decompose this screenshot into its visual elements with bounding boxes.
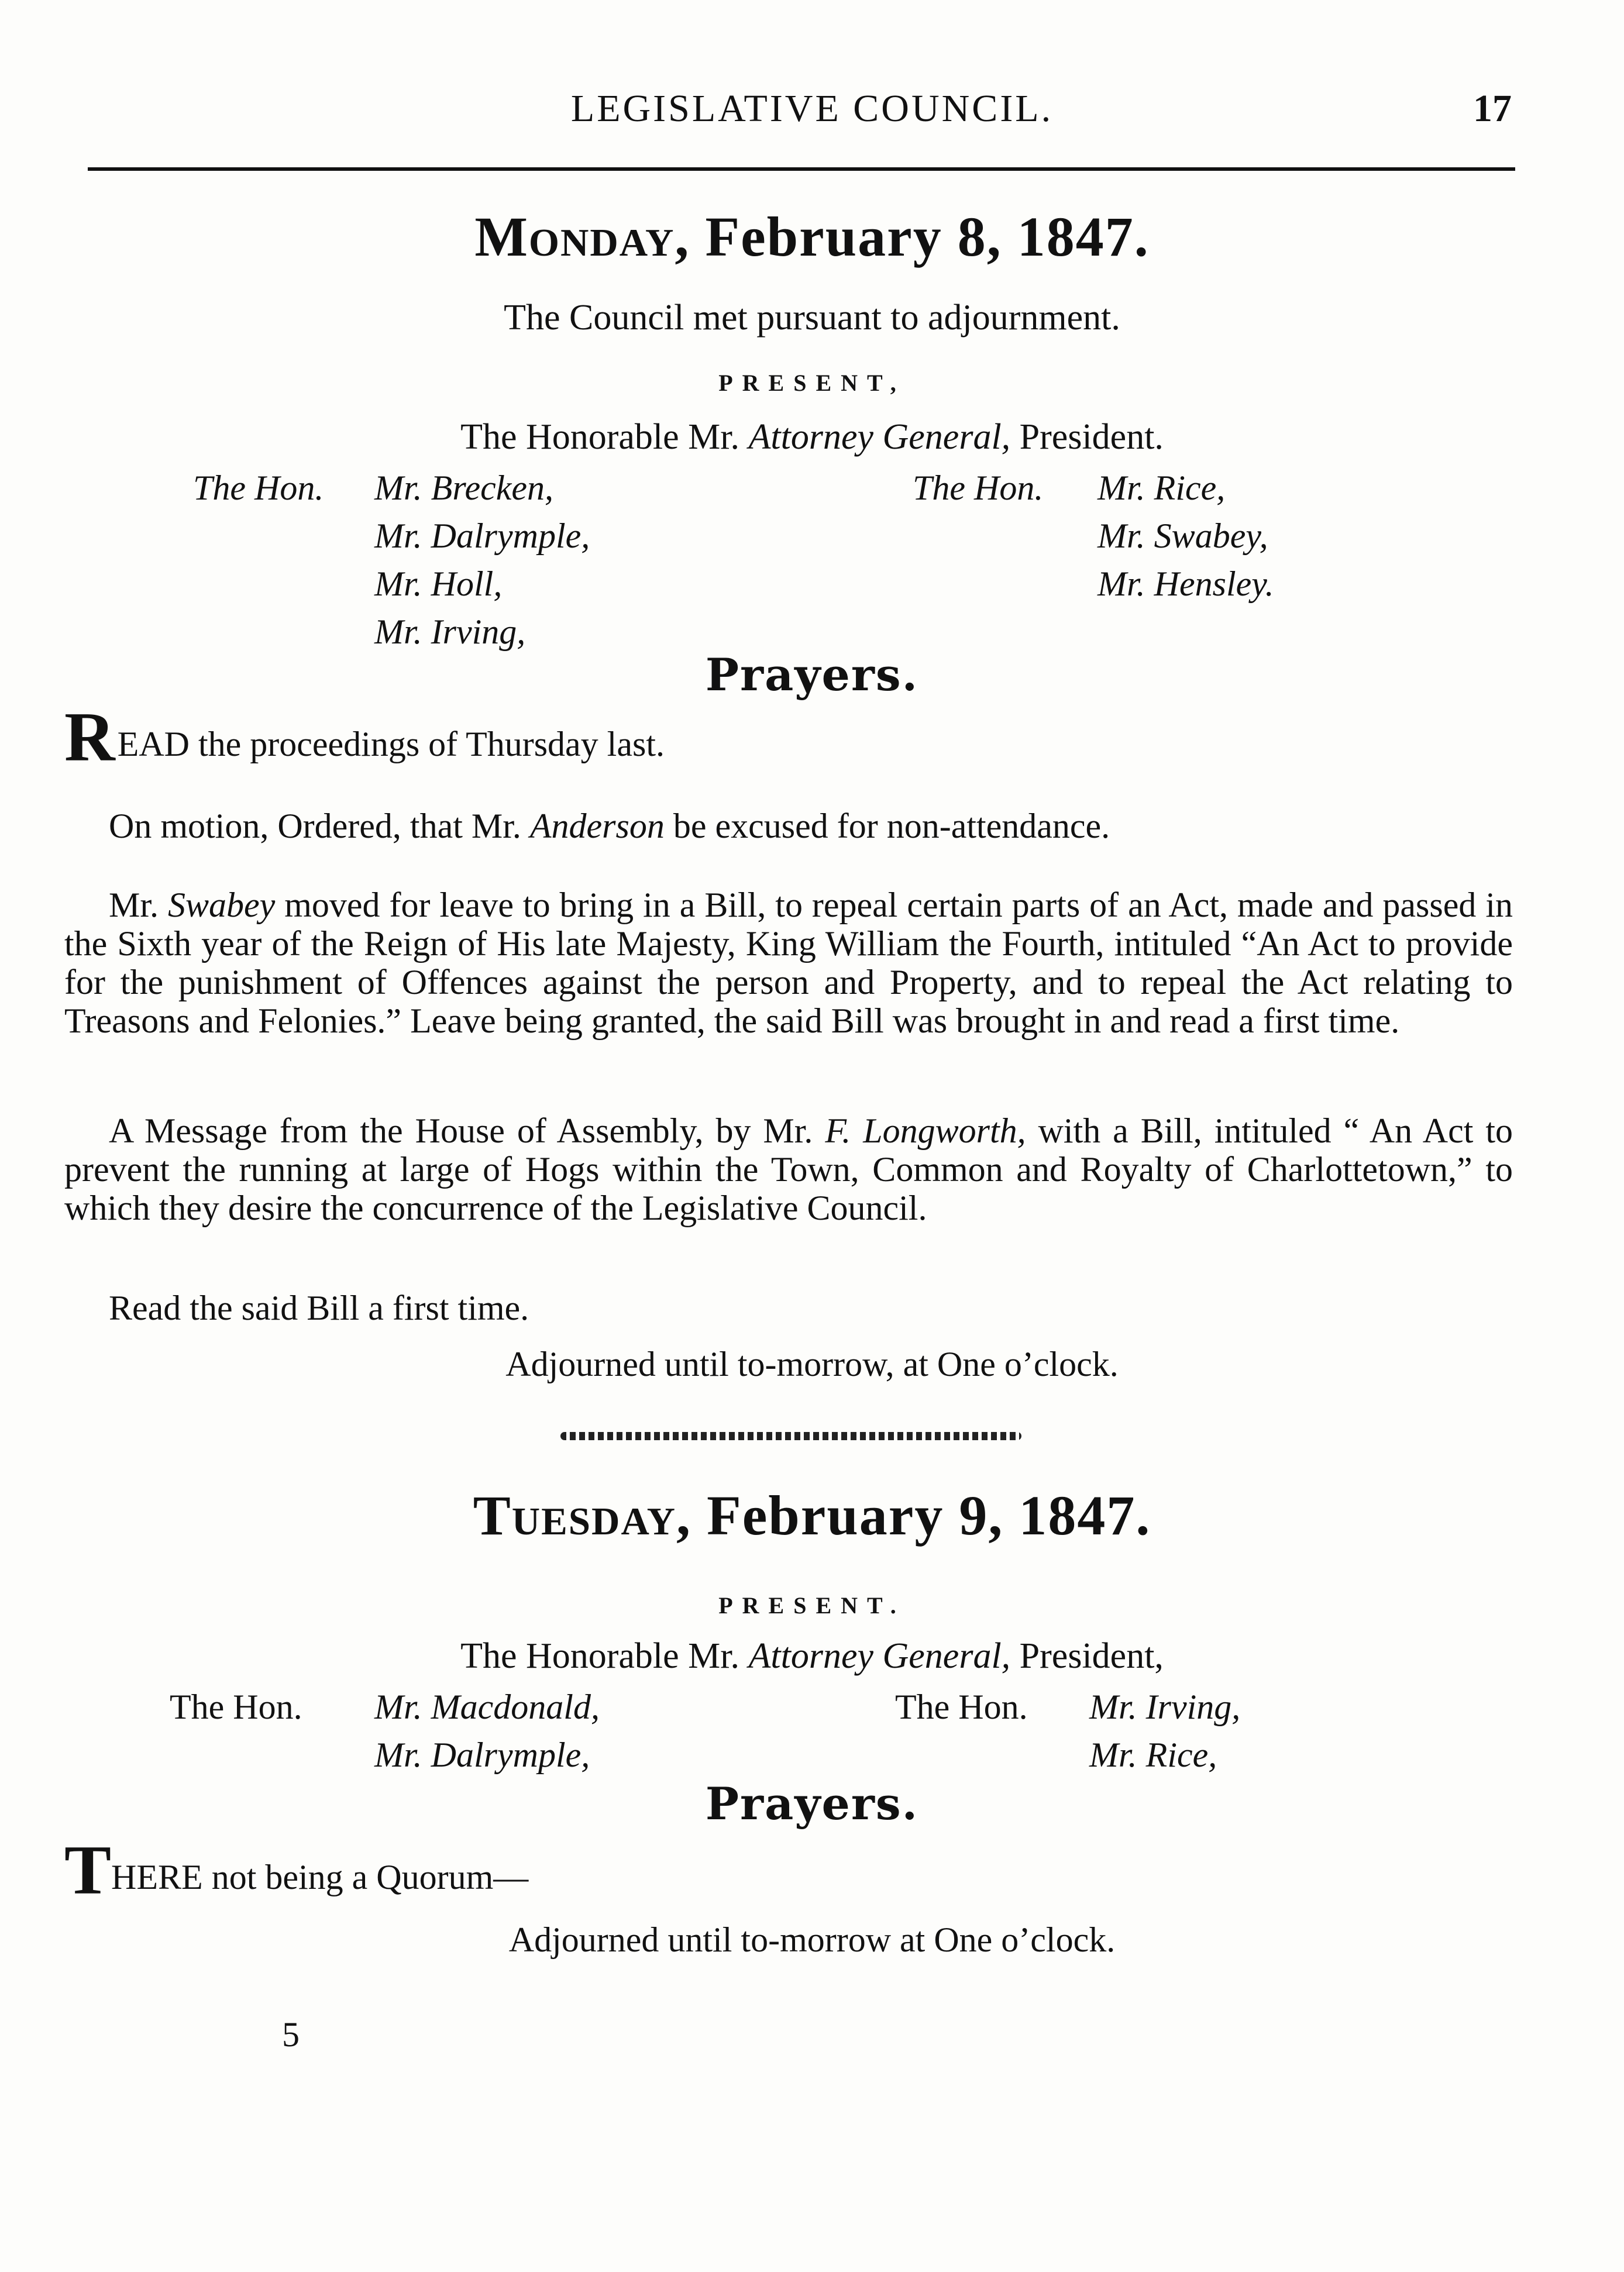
tuesday-president-pre: The Honorable Mr. [460,1636,740,1676]
tuesday-left-member-text: Mr. Macdonald, [374,1688,600,1726]
monday-left-member: Mr. Irving, [374,612,526,651]
tuesday-president-name: Attorney General, [748,1636,1011,1676]
tuesday-heading-day: Tuesday, [473,1484,692,1547]
drop-cap: T [64,1831,112,1909]
swabey-text: moved for leave to bring in a Bill, to repeal certain parts of an Act, made and passed in the Sixth year of the Reign of His late Majesty, King William the Fourth, intituled “An Act to provide for the punishment of Offences against the person and Property, and to repeal the Act relating to Treasons and Felonies.” Leave being granted, the said Bill was brought in and read a first time. [64,886,1513,1040]
tuesday-left-member [374,1735,590,1775]
monday-left-member: Mr. Dalrymple, [374,517,590,555]
section-divider [560,1432,1021,1440]
monday-right-member: Mr. Hensley. [1097,564,1274,603]
tuesday-right-member [1089,1687,1240,1727]
monday-left-prefix [193,468,324,508]
page-number: 17 [1473,87,1512,130]
monday-president-line [0,416,1624,458]
monday-message-para [64,1111,1513,1227]
monday-right-prefix [913,468,1043,508]
monday-read-bill: Read the said Bill a first time. [109,1289,529,1327]
monday-read-text: EAD the proceedings of Thursday last. [117,725,665,763]
tuesday-present-label: PRESENT. [718,1592,906,1619]
monday-swabey-para [64,886,1513,1040]
tuesday-right-prefix: The Hon. [895,1688,1028,1726]
tuesday-right-member-text: Mr. Rice, [1089,1736,1217,1774]
monday-right-prefix-text: The Hon. [913,469,1044,507]
monday-read-para [64,698,665,776]
message-text: with a Bill, intituled “ An Act to prevent the running at large of Hogs within the Town, Common and Royalty of Charlottetown,” to which they desire the concurrence of the Legislative Council. [64,1111,1513,1227]
monday-right-member: Mr. Rice, [1097,469,1226,507]
monday-president-name: Attorney General, [748,417,1011,457]
monday-present-label: PRESENT, [718,370,906,396]
header-rule [88,167,1515,171]
tuesday-prayers: Prayers. [705,1778,919,1830]
monday-heading [0,205,1624,269]
monday-motion-name: Anderson [529,807,665,845]
tuesday-left-member [374,1687,600,1727]
drop-cap: R [64,698,115,776]
monday-left-prefix-text: The Hon. [193,469,324,507]
tuesday-right-member [1089,1735,1217,1775]
swabey-pre: Mr. [109,886,159,924]
tuesday-quorum-text: HERE not being a Quorum— [111,1858,529,1896]
tuesday-left-prefix: The Hon. [170,1688,302,1726]
monday-left-member: Mr. Holl, [374,564,503,603]
monday-prayers: Prayers. [705,649,919,701]
monday-left-member: Mr. Brecken, [374,469,553,507]
monday-heading-day: Monday, [474,205,690,268]
monday-heading-date: February 8, 1847. [705,205,1150,268]
monday-president-pre: The Honorable Mr. [460,417,740,457]
signature-mark: 5 [282,2015,300,2054]
monday-motion-pre: On motion, Ordered, that Mr. [109,807,521,845]
monday-president-post: President. [1019,417,1164,457]
monday-adjourned: Adjourned until to-morrow, at One o’clock. [505,1345,1119,1383]
monday-met-line: The Council met pursuant to adjournment. [504,298,1120,338]
message-name: F. Longworth, [825,1111,1026,1150]
tuesday-right-member-text: Mr. Irving, [1089,1688,1241,1726]
tuesday-heading [0,1483,1624,1548]
monday-right-member: Mr. Swabey, [1097,517,1268,555]
tuesday-president-line [0,1636,1624,1677]
tuesday-heading-date: February 9, 1847. [707,1484,1151,1547]
tuesday-left-member-text: Mr. Dalrymple, [374,1736,590,1774]
tuesday-adjourned: Adjourned until to-morrow at One o’clock. [508,1920,1116,1959]
message-pre: A Message from the House of Assembly, by Mr. [109,1111,813,1150]
running-head: LEGISLATIVE COUNCIL. [570,87,1054,130]
monday-motion-post: be excused for non-attendance. [673,807,1110,845]
tuesday-quorum-para [64,1830,528,1910]
monday-motion-para [109,806,1110,846]
tuesday-president-post: President, [1019,1636,1164,1676]
swabey-name: Swabey [167,886,276,924]
